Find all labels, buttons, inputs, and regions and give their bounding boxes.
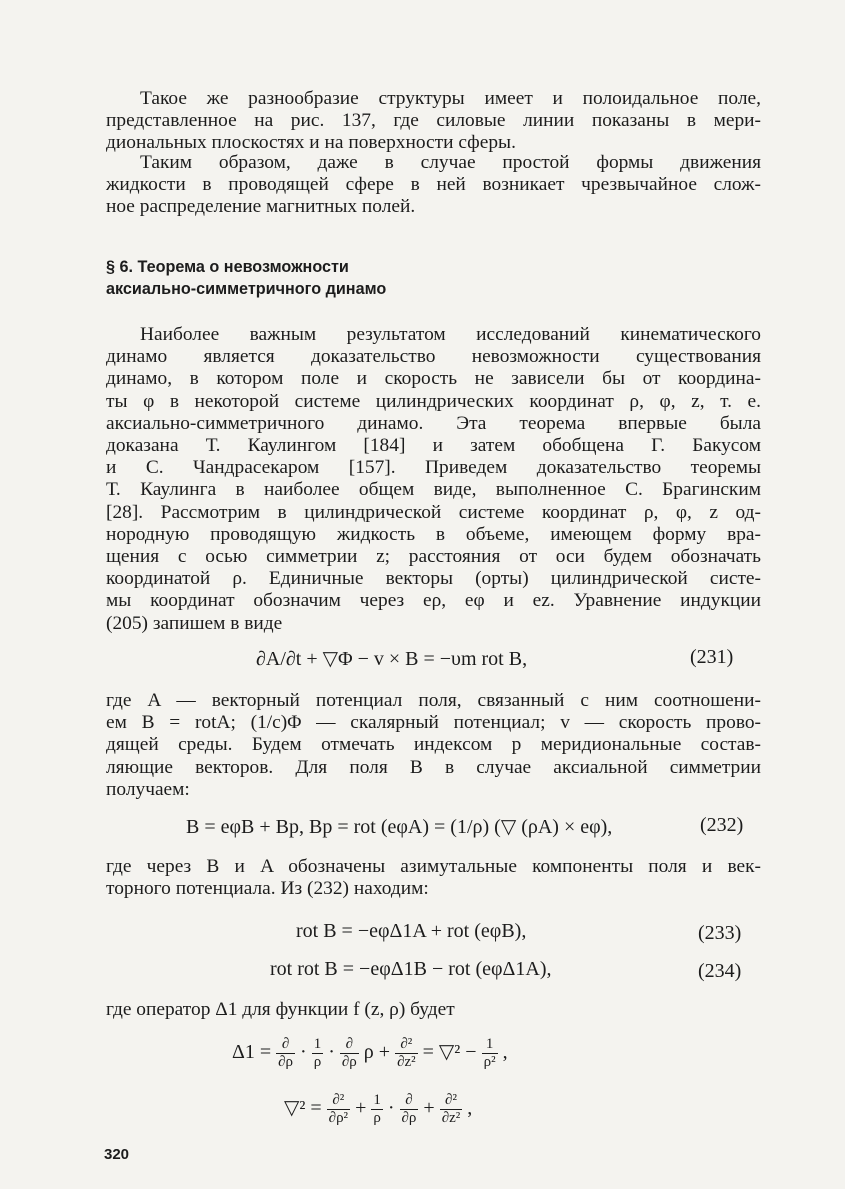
- intro-paragraph-2: [106, 152, 761, 219]
- main-paragraph: [106, 324, 761, 635]
- equation-laplacian: [284, 1092, 472, 1127]
- text-line: получаем:: [106, 778, 190, 800]
- fraction-denominator: ρ: [313, 1054, 322, 1070]
- text-line: щения с осью симметрии z; расстояния от оси будем обозначать: [106, 546, 761, 568]
- fraction: [440, 1092, 463, 1127]
- fraction-numerator: ∂: [400, 1092, 419, 1110]
- section-heading: [106, 256, 606, 300]
- equation-232: B = eφB + Bp, Bp = rot (eφA) = (1/ρ) (▽ (ρA) × eφ),: [186, 816, 613, 838]
- equation-number-231: (231): [690, 646, 734, 668]
- text-line: где A — векторный потенциал поля, связанный с ним соотношени-: [106, 690, 761, 711]
- text-line: координатой ρ. Единичные векторы (орты) цилиндрической систе-: [106, 568, 761, 590]
- fraction-denominator: ∂ρ: [341, 1054, 357, 1070]
- fraction: [340, 1036, 359, 1071]
- paragraph-4: [106, 999, 761, 1021]
- eq-text: ,: [502, 1041, 508, 1064]
- fraction-denominator: ρ: [373, 1110, 381, 1126]
- text-line: где через B и A обозначены азимутальные компоненты поля и век-: [106, 856, 761, 877]
- text-line: аксиально-симметричного динамо. Эта теорема впервые была: [106, 412, 761, 434]
- eq-text: Δ1 =: [232, 1041, 272, 1064]
- page-number: 320: [104, 1146, 130, 1163]
- fraction-denominator: ∂ρ²: [328, 1110, 349, 1126]
- fraction-denominator: ρ²: [483, 1054, 496, 1070]
- text-line: диональных плоскостях и на поверхности сферы.: [106, 132, 516, 154]
- text-line: мы координат обозначим через eρ, eφ и ez. Уравнение индукции: [106, 590, 761, 612]
- fraction-numerator: 1: [373, 1092, 381, 1108]
- text-line: [28]. Рассмотрим в цилиндрической системе координат ρ, φ, z од-: [106, 501, 761, 523]
- eq-text: ▽² =: [284, 1097, 322, 1120]
- eq-text: ,: [467, 1097, 473, 1120]
- fraction-numerator: ∂: [276, 1036, 295, 1054]
- text-line: и С. Чандрасекаром [157]. Приведем доказательство теоремы: [106, 457, 761, 479]
- equation-number-234: (234): [698, 960, 742, 982]
- fraction: [371, 1092, 383, 1127]
- fraction-numerator: ∂: [340, 1036, 359, 1054]
- section-heading-line: § 6. Теорема о невозможности: [106, 258, 349, 276]
- eq-text: ·: [300, 1041, 307, 1064]
- text-line: Т. Каулинга в наиболее общем виде, выполненное С. Брагинским: [106, 479, 761, 501]
- text-line: жидкости в проводящей сфере в ней возникает чрезвычайное слож-: [106, 174, 761, 196]
- fraction-numerator: 1: [313, 1036, 322, 1052]
- text-line: где оператор Δ1 для функции f (z, ρ) будет: [106, 999, 455, 1020]
- fraction: [400, 1092, 419, 1127]
- text-line: динамо, в котором поле и скорость не зависели бы от координа-: [106, 368, 761, 390]
- intro-paragraph-1: [106, 88, 761, 155]
- text-line: Такое же разнообразие структуры имеет и полоидальное поле,: [140, 88, 761, 109]
- fraction: [276, 1036, 295, 1071]
- text-line: доказана Т. Каулингом [184] и затем обобщена Г. Бакусом: [106, 435, 761, 457]
- eq-text: ·: [387, 1097, 395, 1120]
- section-heading-line: аксиально-симметричного динамо: [106, 280, 387, 298]
- fraction: [327, 1092, 350, 1127]
- fraction-numerator: ∂²: [327, 1092, 350, 1110]
- text-line: представленное на рис. 137, где силовые линии показаны в мери-: [106, 110, 761, 132]
- fraction-numerator: 1: [482, 1036, 498, 1054]
- text-line: динамо является доказательство невозможности существования: [106, 346, 761, 368]
- eq-text: ·: [328, 1041, 335, 1064]
- text-line: Наиболее важным результатом исследований кинематического: [140, 324, 761, 345]
- eq-text: +: [423, 1097, 435, 1120]
- eq-text: ρ +: [363, 1041, 391, 1064]
- fraction-numerator: ∂²: [440, 1092, 463, 1110]
- equation-231: ∂A/∂t + ▽Φ − v × B = −υm rot B,: [256, 648, 528, 670]
- text-line: Таким образом, даже в случае простой формы движения: [140, 152, 761, 173]
- eq-text: +: [355, 1097, 367, 1120]
- equation-234: rot rot B = −eφΔ1B − rot (eφΔ1A),: [270, 958, 552, 980]
- equation-delta-operator: [232, 1036, 508, 1071]
- text-line: нородную проводящую жидкость в объеме, имеющем форму вра-: [106, 523, 761, 545]
- paragraph-2: [106, 690, 761, 801]
- text-line: ты φ в некоторой системе цилиндрических координат ρ, φ, z, т. е.: [106, 390, 761, 412]
- text-line: ное распределение магнитных полей.: [106, 196, 416, 218]
- fraction: [312, 1036, 324, 1071]
- fraction: [395, 1036, 418, 1071]
- fraction-numerator: ∂²: [395, 1036, 418, 1054]
- equation-number-232: (232): [700, 814, 744, 836]
- text-line: ем B = rotA; (1/c)Φ — скалярный потенциал; v — скорость прово-: [106, 712, 761, 734]
- fraction-denominator: ∂z²: [441, 1110, 461, 1126]
- fraction-denominator: ∂z²: [397, 1054, 416, 1070]
- text-line: дящей среды. Будем отмечать индексом p меридиональные состав-: [106, 734, 761, 756]
- text-line: ляющие векторов. Для поля B в случае аксиальной симметрии: [106, 756, 761, 778]
- fraction: [482, 1036, 498, 1071]
- paragraph-3: [106, 856, 761, 900]
- equation-number-233: (233): [698, 922, 742, 944]
- fraction-denominator: ∂ρ: [278, 1054, 294, 1070]
- eq-text: = ▽² −: [422, 1041, 477, 1064]
- fraction-denominator: ∂ρ: [401, 1110, 417, 1126]
- equation-233: rot B = −eφΔ1A + rot (eφB),: [296, 920, 527, 942]
- text-line: торного потенциала. Из (232) находим:: [106, 878, 429, 900]
- text-line: (205) запишем в виде: [106, 612, 283, 634]
